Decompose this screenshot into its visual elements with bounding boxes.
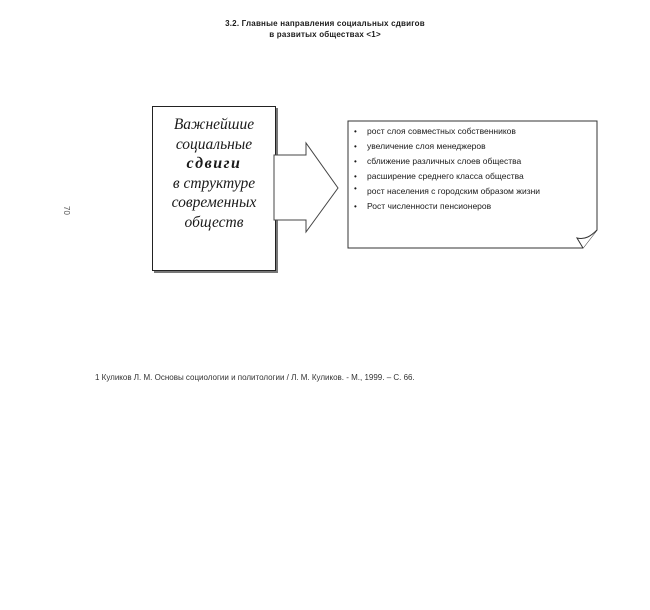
box-line-3: сдвиги — [186, 155, 242, 172]
bullet-icon: • — [354, 202, 357, 211]
bullet-icon: • — [354, 157, 357, 166]
box-line-2: социальные — [175, 135, 253, 153]
bullet-icon: • — [354, 172, 357, 181]
bullet-icon: • — [354, 127, 357, 136]
list-item: • увеличение слоя менеджеров — [353, 139, 595, 154]
box-line-1: Важнейшие — [173, 116, 255, 133]
bullet-icon: • — [354, 184, 357, 193]
social-shifts-text — [153, 115, 275, 232]
section-heading — [0, 18, 650, 40]
social-shifts-list — [353, 124, 595, 214]
right-arrow-icon — [270, 140, 342, 235]
page-number: 70 — [61, 206, 71, 215]
footnote: 1 Куликов Л. М. Основы социологии и политологии / Л. М. Куликов. - М., 1999. – С. 66. — [95, 373, 415, 382]
box-line-5: современных — [171, 194, 257, 211]
list-item: • рост населения с городским образом жизни — [354, 184, 541, 196]
heading-line-2: в развитых обществах <1> — [269, 30, 381, 39]
list-item: • расширение среднего класса общества — [353, 169, 595, 184]
box-line-6: обществ — [184, 213, 244, 231]
box-line-4: в структуре — [172, 174, 256, 192]
list-item: • сближение различных слоев общества — [353, 154, 595, 169]
heading-line-1: 3.2. Главные направления социальных сдвигов — [225, 19, 425, 28]
list-item: • рост слоя совместных собственников — [353, 124, 595, 139]
list-item: • Рост численности пенсионеров — [353, 199, 595, 214]
social-shifts-box — [152, 106, 276, 271]
bullet-icon: • — [354, 142, 357, 151]
